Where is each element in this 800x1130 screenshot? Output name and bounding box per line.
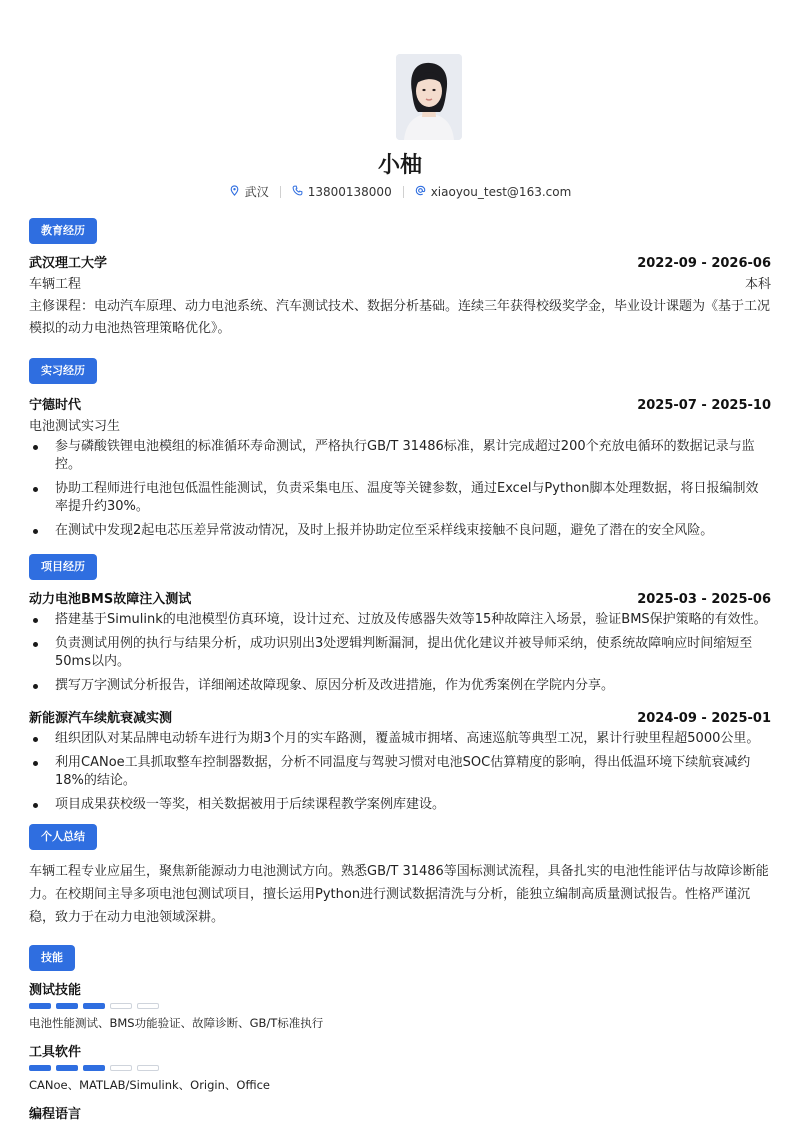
skill-title: 工具软件 xyxy=(29,1045,82,1060)
education-subrow xyxy=(29,273,771,292)
contact-location xyxy=(218,183,280,200)
internship-row xyxy=(29,394,771,413)
major: 车辆工程 xyxy=(29,277,82,292)
skills-section xyxy=(29,945,771,1122)
skill-level-segment xyxy=(110,1065,132,1071)
list-item: 在测试中发现2起电芯压差异常波动情况，及时上报并协助定位至采样线束接触不良问题，避免了潜在的安全风险。 xyxy=(29,522,771,540)
skill-item xyxy=(29,1041,771,1093)
section-tag-summary: 个人总结 xyxy=(29,824,97,850)
email-icon xyxy=(415,185,426,199)
summary-text: 车辆工程专业应届生，聚焦新能源动力电池测试方向。熟悉GB/T 31486等国标测试流程，具备扎实的电池性能评估与故障诊断能力。在校期间主导多项电池包测试项目，擅长运用Python进行测试数据清洗与分析，能独立编制高质量测试报告。性格严谨沉稳，致力于在动力电池领域深耕。 xyxy=(29,864,769,925)
project-row xyxy=(29,588,771,607)
skill-level-segment xyxy=(137,1003,159,1009)
skill-title: 编程语言 xyxy=(29,1107,82,1122)
skill-level-segment xyxy=(56,1003,78,1009)
projects-section xyxy=(29,554,771,814)
email-text[interactable]: xiaoyou_test@163.com xyxy=(430,184,572,199)
project-dates: 2025-03 - 2025-06 xyxy=(637,592,771,607)
location-icon xyxy=(229,185,240,199)
project-title: 新能源汽车续航衰减实测 xyxy=(29,711,173,726)
skill-level-segment xyxy=(83,1065,105,1071)
project-row xyxy=(29,707,771,726)
list-item: 负责测试用例的执行与结果分析，成功识别出3处逻辑判断漏洞，提出优化建议并被导师采纳，使系统故障响应时间缩短至50ms以内。 xyxy=(29,635,771,671)
project-title: 动力电池BMS故障注入测试 xyxy=(29,592,192,607)
skill-level-segment xyxy=(29,1065,51,1071)
section-tag-skills: 技能 xyxy=(29,945,75,971)
skill-description: 电池性能测试、BMS功能验证、故障诊断、GB/T标准执行 xyxy=(29,1016,324,1030)
degree: 本科 xyxy=(744,277,771,292)
portrait-image xyxy=(396,54,462,140)
list-item: 利用CANoe工具抓取整车控制器数据，分析不同温度与驾驶习惯对电池SOC估算精度的影响，得出低温环境下续航衰减约18%的结论。 xyxy=(29,754,771,790)
skill-level-segment xyxy=(29,1003,51,1009)
skill-level-segment xyxy=(56,1065,78,1071)
list-item: 搭建基于Simulink的电池模型仿真环境，设计过充、过放及传感器失效等15种故障注入场景，验证BMS保护策略的有效性。 xyxy=(29,611,771,629)
project-bullets xyxy=(29,611,771,695)
candidate-name: 小柚 xyxy=(377,153,422,178)
project-bullets xyxy=(29,730,771,814)
phone-icon xyxy=(292,185,303,199)
skill-level-bar xyxy=(29,1003,771,1009)
list-item: 撰写万字测试分析报告，详细阐述故障现象、原因分析及改进措施，作为优秀案例在学院内分享。 xyxy=(29,677,771,695)
list-item: 项目成果获校级一等奖，相关数据被用于后续课程教学案例库建设。 xyxy=(29,796,771,814)
summary-section xyxy=(29,824,771,929)
education-section xyxy=(29,218,771,340)
company-name: 宁德时代 xyxy=(29,398,82,413)
resume-header xyxy=(29,0,771,212)
internship-dates: 2025-07 - 2025-10 xyxy=(637,398,771,413)
contact-email xyxy=(404,185,583,199)
education-dates: 2022-09 - 2026-06 xyxy=(637,256,771,271)
education-description: 主修课程：电动汽车原理、动力电池系统、汽车测试技术、数据分析基础。连续三年获得校级奖学金，毕业设计课题为《基于工况模拟的动力电池热管理策略优化》。 xyxy=(29,299,771,336)
school-name: 武汉理工大学 xyxy=(29,256,108,271)
phone-text: 13800138000 xyxy=(307,184,392,199)
skill-level-segment xyxy=(83,1003,105,1009)
internship-bullets xyxy=(29,438,771,540)
education-row xyxy=(29,252,771,271)
section-tag-internship: 实习经历 xyxy=(29,358,97,384)
location-text: 武汉 xyxy=(244,185,269,199)
skill-item xyxy=(29,1103,771,1122)
contact-phone xyxy=(281,185,403,199)
contact-bar xyxy=(29,183,771,200)
list-item: 组织团队对某品牌电动轿车进行为期3个月的实车路测，覆盖城市拥堵、高速巡航等典型工况，累计行驶里程超5000公里。 xyxy=(29,730,771,748)
internship-section xyxy=(29,358,771,540)
skill-level-segment xyxy=(110,1003,132,1009)
skill-item xyxy=(29,979,771,1031)
skill-level-segment xyxy=(137,1065,159,1071)
skill-description: CANoe、MATLAB/Simulink、Origin、Office xyxy=(29,1078,270,1092)
profile-photo xyxy=(396,54,462,140)
list-item: 协助工程师进行电池包低温性能测试，负责采集电压、温度等关键参数，通过Excel与Python脚本处理数据，将日报编制效率提升约30%。 xyxy=(29,480,771,516)
list-item: 参与磷酸铁锂电池模组的标准循环寿命测试，严格执行GB/T 31486标准，累计完成超过200个充放电循环的数据记录与监控。 xyxy=(29,438,771,474)
section-tag-education: 教育经历 xyxy=(29,218,97,244)
skill-title: 测试技能 xyxy=(29,983,82,998)
project-dates: 2024-09 - 2025-01 xyxy=(637,711,771,726)
internship-role: 电池测试实习生 xyxy=(29,419,121,434)
section-tag-projects: 项目经历 xyxy=(29,554,97,580)
skill-level-bar xyxy=(29,1065,771,1071)
